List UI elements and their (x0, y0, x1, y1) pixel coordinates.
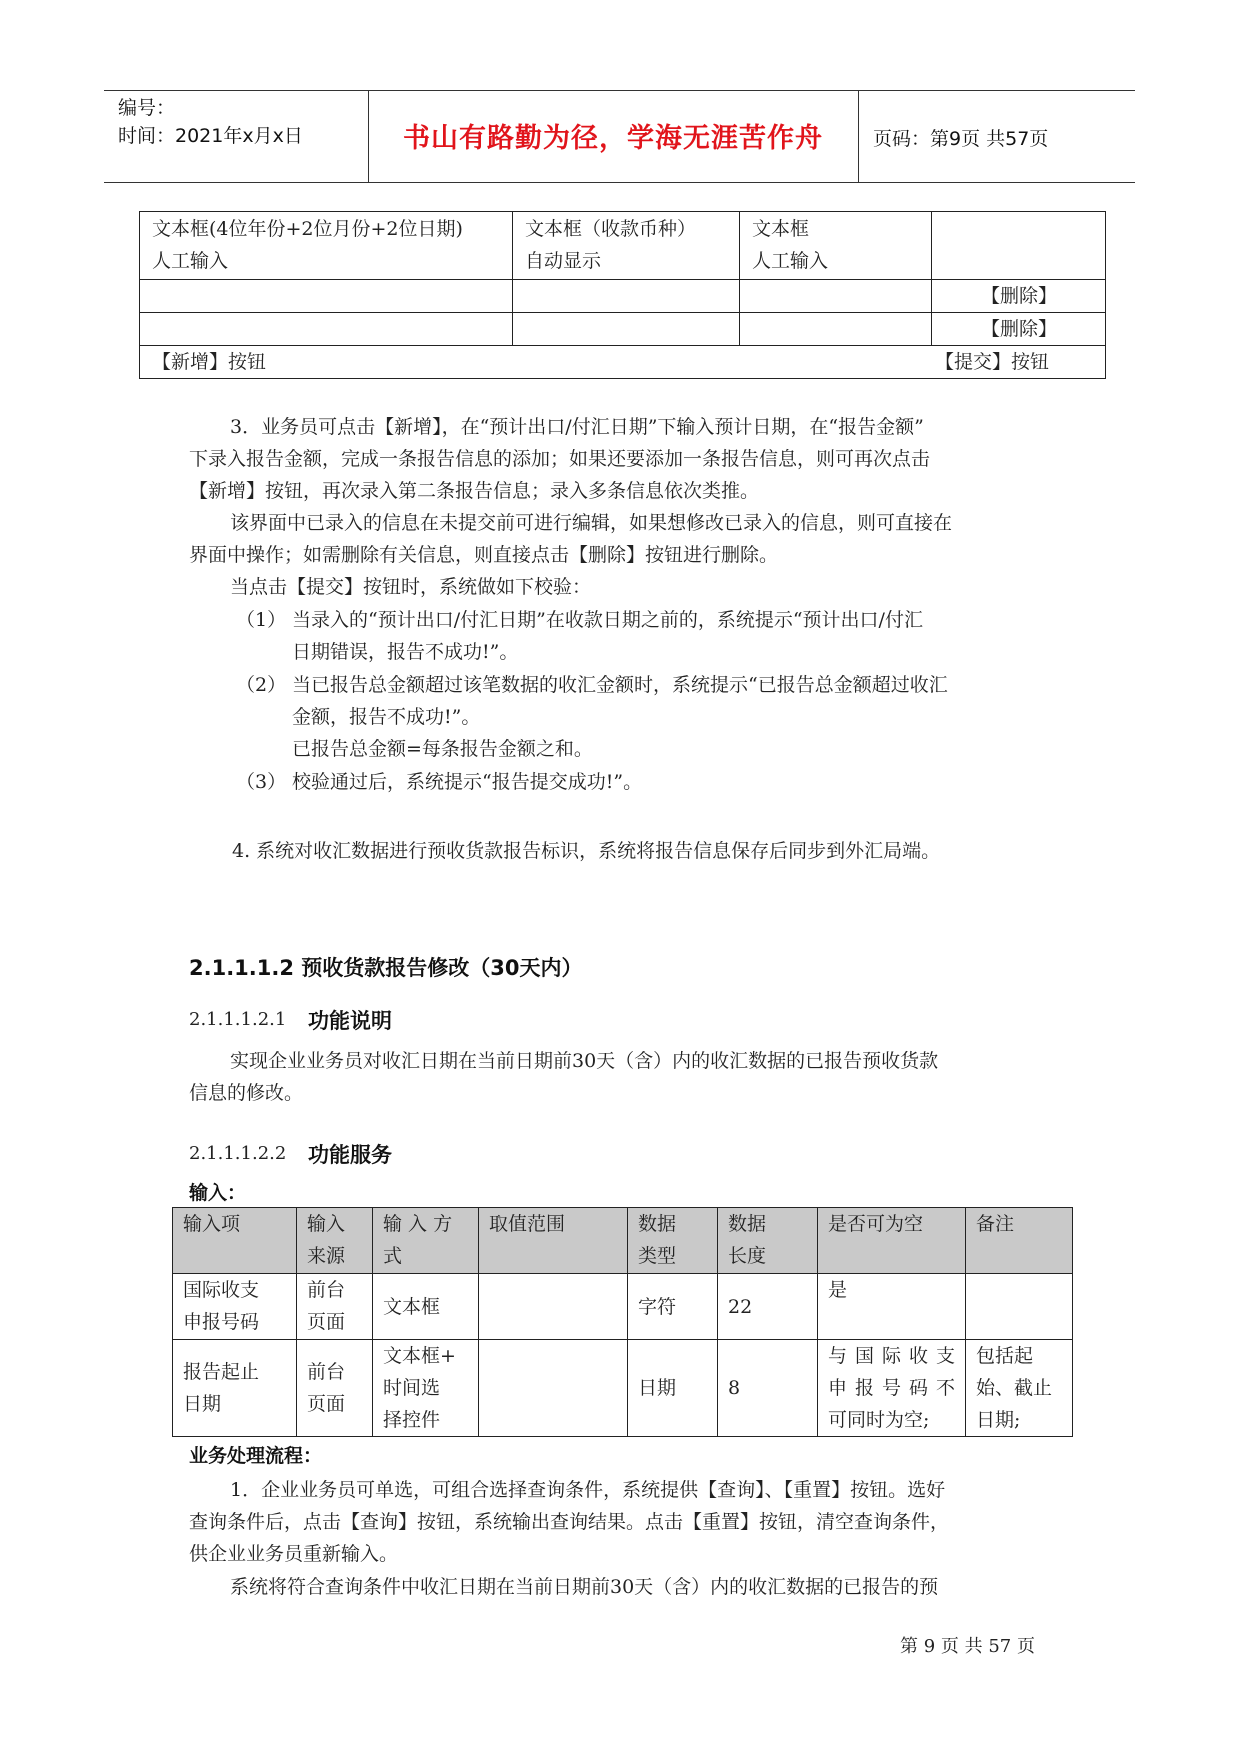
check-1-num: （1） (236, 609, 287, 631)
table-cell: 包括起 始、截止 日期; (966, 1340, 1073, 1437)
table-cell: 日期 (628, 1340, 718, 1437)
check-2-num: （2） (236, 674, 287, 696)
header-top-rule (104, 90, 1135, 91)
step4-text: 4. 系统对收汇数据进行预收货款报告标识，系统将报告信息保存后同步到外汇局端。 (232, 840, 941, 862)
delete-button[interactable]: 【删除】 (932, 280, 1106, 313)
check-2-line-2: 金额，报告不成功!”。 (292, 706, 481, 728)
check-3-num: （3） (236, 771, 287, 793)
s1-text-line-2: 信息的修改。 (189, 1082, 304, 1104)
subsection-1-title: 功能说明 (308, 1009, 392, 1033)
edit-para-line-1: 该界面中已录入的信息在未提交前可进行编辑，如果想修改已录入的信息，则可直接在 (230, 512, 953, 534)
column-header: 备注 (966, 1208, 1073, 1274)
table-row (173, 1274, 1073, 1340)
column-header: 输入 来源 (297, 1208, 373, 1274)
step3-line-1: 3．业务员可点击【新增】，在“预计出口/付汇日期”下输入预计日期，在“报告金额” (230, 416, 924, 438)
table-cell (966, 1274, 1073, 1340)
check-2-line-3: 已报告总金额=每条报告金额之和。 (292, 738, 593, 760)
subsection-2-number: 2.1.1.1.2.2 (189, 1143, 287, 1164)
table-cell (479, 1340, 628, 1437)
process-line-2: 查询条件后，点击【查询】按钮，系统输出查询结果。点击【重置】按钮，清空查询条件， (189, 1511, 950, 1533)
input-spec-table (172, 1207, 1073, 1437)
header-meta (118, 94, 303, 150)
table-cell: 文本框+ 时间选 择控件 (373, 1340, 479, 1437)
submit-button[interactable]: 【提交】按钮 (934, 351, 1049, 373)
table-cell: 文本框(4位年份+2位月份+2位日期) 人工输入 (140, 212, 513, 280)
header-motto: 书山有路勤为径，学海无涯苦作舟 (403, 123, 823, 154)
table-row (140, 313, 1106, 346)
header-divider-2 (858, 90, 859, 182)
table-cell: 字符 (628, 1274, 718, 1340)
step3-line-3: 【新增】按钮，再次录入第二条报告信息；录入多条信息依次类推。 (189, 480, 760, 502)
table-cell: 文本框（收款币种） 自动显示 (513, 212, 740, 280)
step3-line-2: 下录入报告金额，完成一条报告信息的添加；如果还要添加一条报告信息，则可再次点击 (189, 448, 931, 470)
column-header: 是否可为空 (818, 1208, 966, 1274)
table-row (140, 280, 1106, 313)
process-label: 业务处理流程： (189, 1445, 323, 1467)
doc-number-label: 编号： (118, 97, 176, 119)
page-footer: 第 9 页 共 57 页 (900, 1636, 1035, 1657)
column-header: 数据 长度 (718, 1208, 818, 1274)
delete-button[interactable]: 【删除】 (932, 313, 1106, 346)
header-divider-1 (368, 90, 369, 182)
header-page-number: 页码：第9页 共57页 (873, 128, 1049, 150)
report-form-layout-table (139, 211, 1106, 379)
input-label: 输入： (189, 1182, 247, 1204)
table-row (140, 212, 1106, 280)
table-cell: 报告起止 日期 (173, 1340, 297, 1437)
process-line-4: 系统将符合查询条件中收汇日期在当前日期前30天（含）内的收汇数据的已报告的预 (230, 1576, 939, 1598)
table-cell: 国际收支 申报号码 (173, 1274, 297, 1340)
column-header: 输 入 方 式 (373, 1208, 479, 1274)
table-cell: 文本框 人工输入 (740, 212, 932, 280)
table-row (140, 346, 1106, 379)
table-cell (932, 212, 1106, 280)
doc-time-label: 时间：2021年x月x日 (118, 125, 303, 147)
table-cell: 文本框 (373, 1274, 479, 1340)
check-2-line-1: 当已报告总金额超过该笔数据的收汇金额时，系统提示“已报告总金额超过收汇 (292, 674, 948, 696)
process-line-1: 1．企业业务员可单选，可组合选择查询条件，系统提供【查询】、【重置】按钮。选好 (230, 1479, 946, 1501)
edit-para-line-2: 界面中操作；如需删除有关信息，则直接点击【删除】按钮进行删除。 (189, 544, 779, 566)
table-cell: 前台 页面 (297, 1340, 373, 1437)
check-1-line-2: 日期错误，报告不成功!”。 (292, 641, 519, 663)
table-cell (479, 1274, 628, 1340)
header-bottom-rule (104, 182, 1135, 183)
table-cell: 8 (718, 1340, 818, 1437)
subsection-2-title: 功能服务 (308, 1143, 392, 1167)
table-cell: 是 (818, 1274, 966, 1340)
s1-text-line-1: 实现企业业务员对收汇日期在当前日期前30天（含）内的收汇数据的已报告预收货款 (230, 1050, 939, 1072)
section-heading: 2.1.1.1.2 预收货款报告修改（30天内） (189, 956, 583, 980)
table-header-row (173, 1208, 1073, 1274)
subsection-1-number: 2.1.1.1.2.1 (189, 1009, 287, 1030)
table-cell: 与国际收支 申报号码不 可同时为空; (818, 1340, 966, 1437)
column-header: 数据 类型 (628, 1208, 718, 1274)
submit-check-intro: 当点击【提交】按钮时，系统做如下校验： (230, 576, 592, 598)
table-cell: 22 (718, 1274, 818, 1340)
add-button[interactable]: 【新增】按钮 (152, 351, 267, 373)
check-1-line-1: 当录入的“预计出口/付汇日期”在收款日期之前的，系统提示“预计出口/付汇 (292, 609, 923, 631)
table-cell: 前台 页面 (297, 1274, 373, 1340)
process-line-3: 供企业业务员重新输入。 (189, 1543, 399, 1565)
column-header: 输入项 (173, 1208, 297, 1274)
column-header: 取值范围 (479, 1208, 628, 1274)
table-row (173, 1340, 1073, 1437)
check-3-line-1: 校验通过后，系统提示“报告提交成功!”。 (292, 771, 643, 793)
